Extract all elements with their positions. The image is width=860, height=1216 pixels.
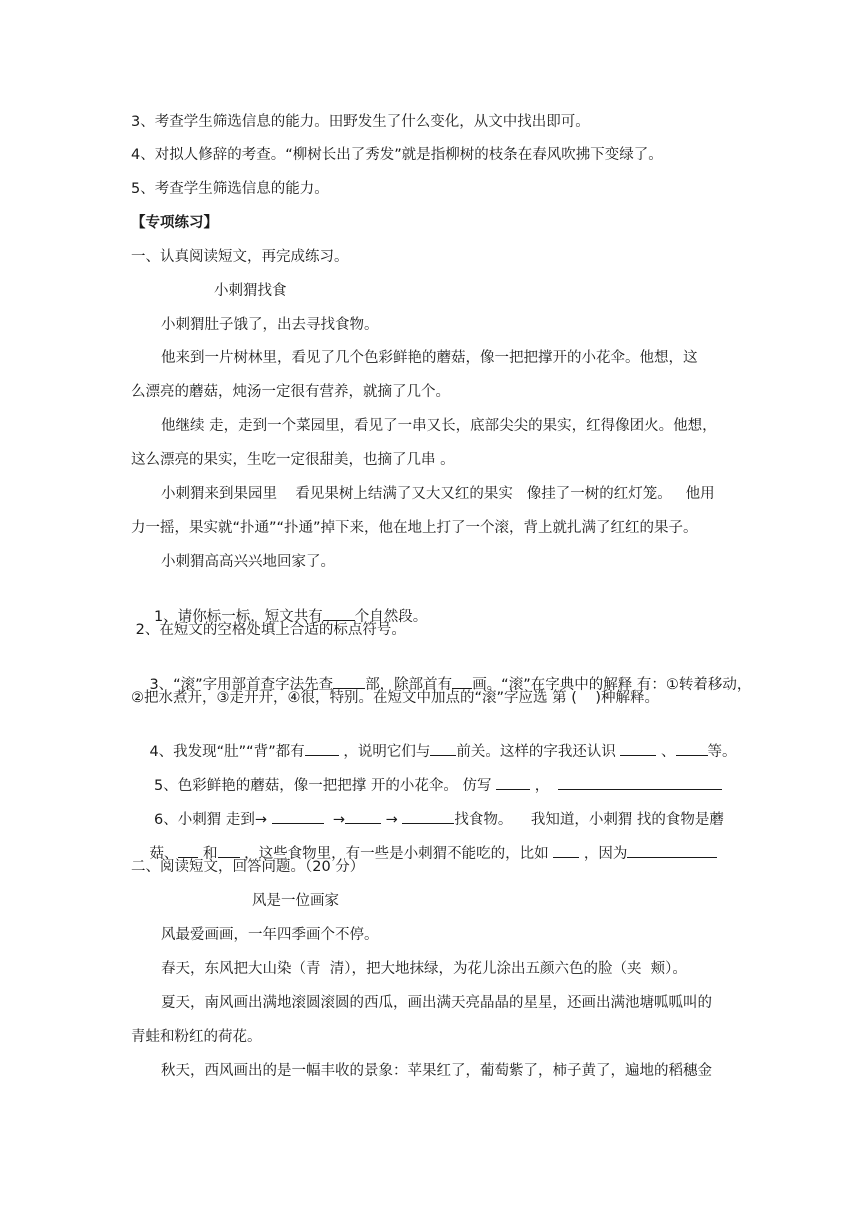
paragraph: 他继续 走，走到一个菜园里，看见了一串又长，底部尖尖的果实，红得像团火。他想， [161, 418, 717, 434]
paragraph-cont: 这么漂亮的果实，生吃一定很甜美，也摘了几串 。 [131, 452, 455, 468]
answer-blank[interactable] [620, 741, 656, 756]
answer-blank[interactable] [345, 809, 381, 824]
answer-blank[interactable] [218, 843, 240, 858]
part2-heading: 二、阅读短文，回答问题。（20 分） [131, 859, 365, 875]
question-text: ，因为 [579, 846, 628, 862]
question-text: 个自然段。 [354, 609, 428, 625]
question-text: 和 [198, 846, 218, 862]
paragraph: 秋天，西风画出的是一幅丰收的景象：苹果红了，葡萄紫了，柿子黄了，遍地的稻穗金 [161, 1063, 712, 1079]
paragraph: 春天，东风把大山染（青 清），把大地抹绿，为花儿涂出五颜六色的脸（夹 颊）。 [161, 961, 687, 977]
paragraph: 小刺猬来到果园里 看见果树上结满了又大又红的果实 像挂了一树的红灯笼。 他用 [161, 486, 715, 502]
answer-blank[interactable] [558, 775, 722, 790]
section-title: 【专项练习】 [131, 215, 218, 231]
paragraph: 小刺猬高高兴兴地回家了。 [161, 554, 335, 570]
answer-blank[interactable] [402, 809, 454, 824]
answer-line-5: 5、考查学生筛选信息的能力。 [131, 181, 329, 197]
story-title-hedgehog: 小刺猬找食 [214, 283, 287, 299]
answer-line-3: 3、考查学生筛选信息的能力。田野发生了什么变化，从文中找出即可。 [131, 114, 590, 130]
question-3-cont: ②把水煮开，③走开开，④很，特别。在短文中加点的“滚”字应选 第 ( )种解释。 [131, 690, 659, 706]
answer-blank[interactable] [452, 674, 472, 689]
question-text: 、 [656, 744, 676, 760]
question-text: 3、“滚”字用部首查字法先查 [149, 677, 334, 693]
answer-blank[interactable] [627, 843, 717, 858]
story-title-wind: 风是一位画家 [252, 893, 339, 909]
answer-blank[interactable] [178, 843, 198, 858]
paragraph-cont: 青蛙和粉红的荷花。 [131, 1029, 262, 1045]
paragraph-cont: 力一摇，果实就“扑通”“扑通”掉下来，他在地上打了一个滚，背上就扎满了红红的果子。 [131, 520, 698, 536]
answer-blank[interactable] [676, 741, 708, 756]
answer-line-4: 4、对拟人修辞的考查。“柳树长出了秀发”就是指柳树的枝条在春风吹拂下变绿了。 [131, 147, 663, 163]
question-text: 部，除部首有 [365, 677, 453, 693]
question-text: 6、小刺猬 走到→ [149, 812, 272, 828]
answer-blank[interactable] [553, 843, 579, 858]
question-text: 等。 [707, 744, 737, 760]
question-text: → [381, 812, 403, 828]
question-text: 4、我发现“肚”“背”都有 [149, 744, 305, 760]
question-text: ， [530, 778, 559, 794]
question-text: ，这些食物里，有一些是小刺猬不能吃的，比如 [239, 846, 554, 862]
question-text: ，说明它们与 [338, 744, 431, 760]
part1-heading: 一、认真阅读短文，再完成练习。 [131, 249, 349, 265]
question-text: 画。“滚”在字典中的解释 有：①转着移动， [472, 677, 752, 693]
question-text: 菇、 [149, 846, 179, 862]
paragraph: 夏天，南风画出满地滚圆滚圆的西瓜，画出满天亮晶晶的星星，还画出满池塘呱呱叫的 [161, 995, 712, 1011]
answer-blank[interactable] [272, 809, 324, 824]
paragraph: 小刺猬肚子饿了，出去寻找食物。 [161, 317, 379, 333]
answer-blank[interactable] [305, 741, 339, 756]
question-text: 前关。这样的字我还认识 [456, 744, 621, 760]
answer-blank[interactable] [496, 775, 530, 790]
answer-blank[interactable] [430, 741, 456, 756]
paragraph: 风最爱画画，一年四季画个不停。 [161, 927, 379, 943]
question-2: 2、在短文的空格处填上合适的标点符号。 [131, 622, 406, 638]
question-text: 5、色彩鲜艳的蘑菇，像一把把撑 开的小花伞。 仿写 [149, 778, 497, 794]
question-text: → [323, 812, 346, 828]
answer-blank[interactable] [333, 674, 365, 689]
answer-blank[interactable] [323, 606, 355, 621]
paragraph: 他来到一片树林里，看见了几个色彩鲜艳的蘑菇，像一把把撑开的小花伞。他想，这 [161, 350, 698, 366]
question-text: 找食物。 我知道，小刺猬 找的食物是蘑 [454, 812, 724, 828]
paragraph-cont: 么漂亮的蘑菇，炖汤一定很有营养，就摘了几个。 [131, 384, 450, 400]
question-text: 1、请你标一标，短文共有 [149, 609, 323, 625]
